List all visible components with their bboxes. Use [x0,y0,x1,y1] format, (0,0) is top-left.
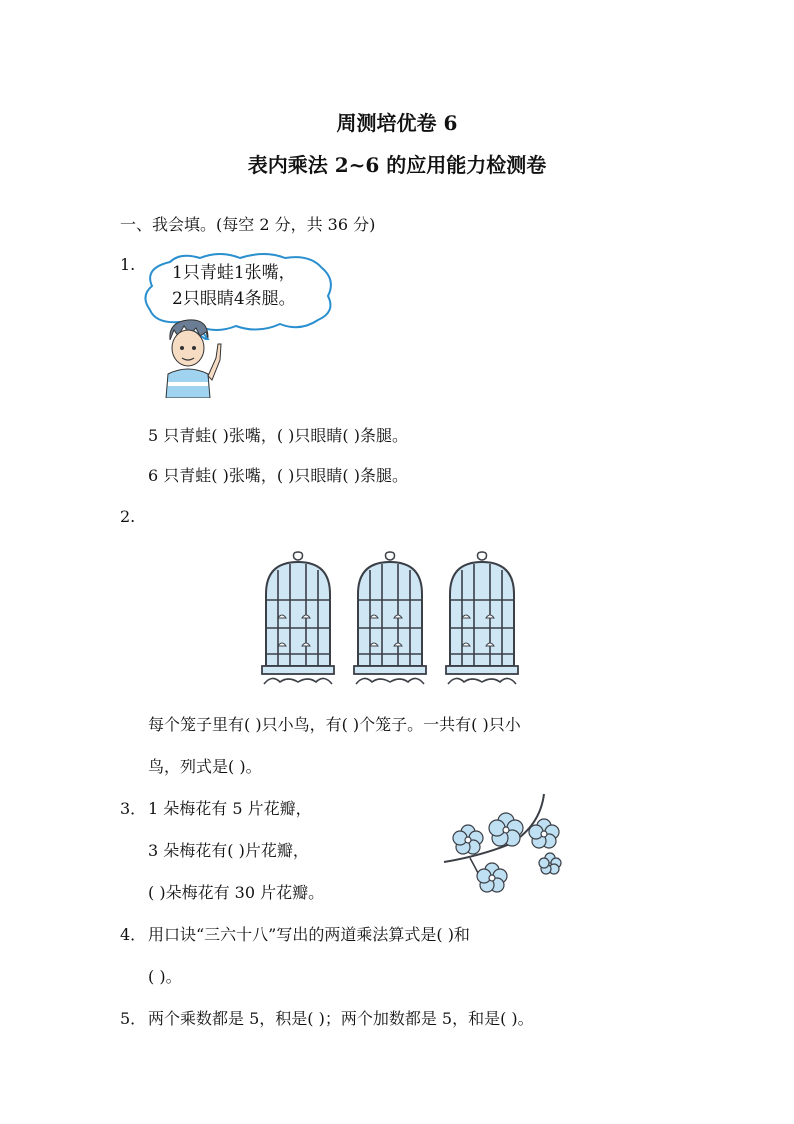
question-1-line-1: 5 只青蛙( )张嘴，( )只眼睛( )条腿。 [148,426,408,445]
page-subtitle: 表内乘法 2~6 的应用能力检测卷 [247,153,547,177]
question-2-line-2: 鸟，列式是( )。 [148,757,262,776]
bubble-line-2: 2只眼睛4条腿。 [172,289,296,309]
question-5-number: 5． [120,1009,147,1028]
question-3-number: 3． [120,799,147,818]
question-4-line-2: ( )。 [148,967,182,986]
birdcages-illustration [258,544,538,692]
page-title: 周测培优卷 6 [336,111,458,135]
question-4-line-1: 用口诀“三六十八”写出的两道乘法算式是( )和 [148,925,470,944]
question-3-line-3: ( )朵梅花有 30 片花瓣。 [148,883,325,902]
question-3-line-1: 1 朵梅花有 5 片花瓣， [148,799,312,818]
question-4-number: 4． [120,925,147,944]
question-2-number: 2. [120,507,136,526]
question-2-line-1: 每个笼子里有( )只小鸟，有( )个笼子。一共有( )只小 [148,715,521,734]
question-1-number: 1. [120,255,136,274]
section-heading: 一、我会填。(每空 2 分，共 36 分) [120,215,376,234]
plum-blossom-illustration [440,786,580,904]
bubble-line-1: 1只青蛙1张嘴， [172,263,296,283]
question-3-line-2: 3 朵梅花有( )片花瓣， [148,841,309,860]
question-1-line-2: 6 只青蛙( )张嘴，( )只眼睛( )条腿。 [148,466,408,485]
boy-illustration [160,318,230,398]
question-5-line-1: 两个乘数都是 5，积是( )；两个加数都是 5，和是( )。 [148,1009,534,1028]
